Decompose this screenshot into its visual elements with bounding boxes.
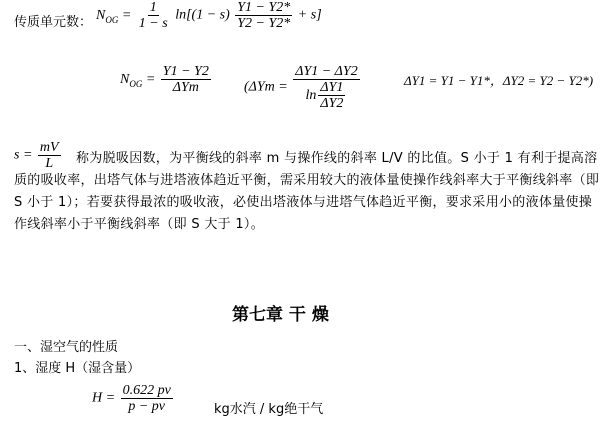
nog-mean-fraction bbox=[161, 64, 211, 95]
dym-inner-fraction bbox=[318, 80, 345, 111]
dym-denominator bbox=[304, 80, 350, 111]
nog-subscript: OG bbox=[105, 14, 119, 25]
nog-tail-term: + s] bbox=[297, 7, 322, 23]
nog-symbol-2: N bbox=[120, 71, 130, 87]
nog-ln-term: ln[(1 − s) bbox=[175, 7, 230, 23]
nog-subscript-2: OG bbox=[129, 78, 143, 89]
humidity-unit: kg水汽 / kg绝干气 bbox=[214, 402, 324, 417]
formula-dym bbox=[244, 64, 362, 111]
chapter-title: 第七章 干 燥 bbox=[232, 305, 329, 325]
h-denominator: p − pv bbox=[128, 399, 165, 414]
nog-coefficient-numerator: 1 bbox=[149, 0, 157, 15]
dym-ln: ln bbox=[305, 88, 317, 103]
h-numerator: 0.622 pv bbox=[122, 383, 171, 398]
nog-coefficient-denominator: 1 − s bbox=[138, 16, 168, 31]
stripping-factor-paragraph: 称为脱吸因数，为平衡线的斜率 m 与操作线的斜率 L/V 的比值。S 小于 1 有利于提高溶质的吸收率，出塔气体与进塔液体趋近平衡，需采用较大的液体量使操作线斜率大于平衡线斜率（即 S 小于 1）；若要获得最浓的吸收液，必使出塔液体与进塔气体趋近平衡，要求采用小的液体量使操作线斜率小于平衡线斜率（即 S 大于 1）。 bbox=[14, 151, 600, 232]
h-lhs: H = bbox=[92, 390, 116, 406]
nog-ratio-numerator: Y1 − Y2* bbox=[237, 0, 291, 15]
nog-symbol: N bbox=[96, 7, 106, 23]
nog-coefficient-fraction bbox=[137, 0, 170, 31]
dym-inner-denominator: ΔY2 bbox=[320, 96, 344, 111]
h-fraction bbox=[121, 383, 173, 414]
nog-ratio-denominator: Y2 − Y2* bbox=[237, 16, 291, 31]
s-numerator: mV bbox=[39, 140, 59, 155]
dym-lhs: (ΔYm = bbox=[244, 79, 288, 95]
section-heading: 一、湿空气的性质 bbox=[14, 340, 119, 355]
transfer-units-label: 传质单元数： bbox=[14, 15, 93, 30]
formula-nog-mean: $N_{OG}$ = $\frac{Y1 - Y2}{\text{ΔYm}}$ bbox=[120, 64, 209, 95]
subsection-heading: 1、湿度 H（湿含量） bbox=[14, 361, 141, 376]
dym-numerator: ΔY1 − ΔY2 bbox=[295, 64, 358, 79]
nog-mean-numerator: Y1 − Y2 bbox=[162, 64, 209, 79]
formula-humidity bbox=[92, 383, 175, 414]
s-denominator: L bbox=[45, 156, 54, 171]
dym-fraction bbox=[293, 64, 359, 111]
dy-definitions: ΔY1 = Y1 − Y1*，ΔY2 = Y2 − Y2*) bbox=[404, 73, 594, 88]
nog-ratio-fraction bbox=[235, 0, 292, 31]
formula-nog-full: $N_{OG}$ = $\frac{1}{1 - s}$ ln[(1 − s) $\frac{Y1 - Y2*}{Y2 - Y2*}$ + s] bbox=[96, 0, 322, 31]
nog-mean-denominator: ΔYm bbox=[172, 80, 199, 95]
dym-inner-numerator: ΔY1 bbox=[320, 80, 344, 95]
s-lhs: s = bbox=[14, 147, 33, 163]
